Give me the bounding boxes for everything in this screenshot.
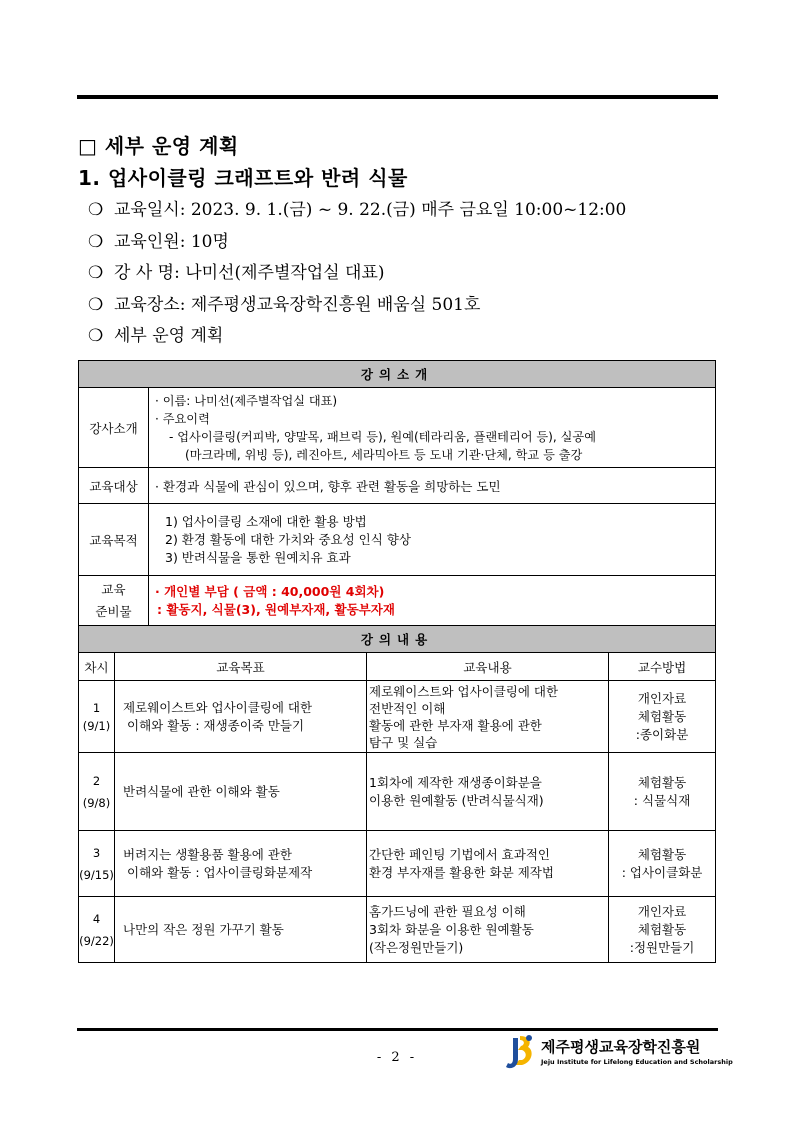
circle-bullet-icon: ❍ xyxy=(88,294,104,315)
session-goal-line: 이해와 활동 : 재생종이죽 만들기 xyxy=(127,717,305,733)
session-goal xyxy=(115,681,367,753)
org-name-en: Jeju Institute for Lifelong Education and Scholarship xyxy=(541,1058,733,1066)
session-content-line: 제로웨이스트와 업사이클링에 대한 xyxy=(369,683,559,699)
session-method xyxy=(609,681,716,753)
goal-item: 1) 업사이클링 소재에 대한 활용 방법 xyxy=(165,513,367,529)
session-content-line: 활동에 관한 부자재 활용에 관한 xyxy=(369,717,542,733)
prep-details xyxy=(149,576,716,626)
bullet-text: 교육일시: 2023. 9. 1.(금) ~ 9. 22.(금) 매주 금요일 10:00~12:00 xyxy=(114,200,627,220)
session-method xyxy=(609,897,716,963)
session-method-line: :종이화분 xyxy=(635,726,689,742)
table-row xyxy=(79,831,716,897)
goals-row xyxy=(79,504,716,576)
session-content-line: 1회차에 제작한 재생종이화분을 xyxy=(369,774,542,790)
column-header-session: 차시 xyxy=(79,653,115,681)
prep-materials: : 활동지, 식물(3), 원예부자재, 활동부자재 xyxy=(157,601,395,617)
session-content xyxy=(367,831,609,897)
instructor-career-label: · 주요이력 xyxy=(155,411,210,426)
org-logo xyxy=(503,1032,733,1072)
column-header-method: 교수방법 xyxy=(609,653,716,681)
instructor-row xyxy=(79,388,716,468)
circle-bullet-icon: ❍ xyxy=(88,263,104,284)
session-method-line: : 업사이클화분 xyxy=(621,864,703,880)
subsection-title: 1. 업사이클링 크래프트와 반려 식물 xyxy=(78,166,408,190)
session-goal-line: 버려지는 생활용품 활용에 관한 xyxy=(123,846,292,862)
session-date: (9/15) xyxy=(79,867,114,882)
bullet-item xyxy=(88,293,626,325)
session-goal xyxy=(115,831,367,897)
prep-cost: · 개인별 부담 ( 금액 : 40,000원 4회차) xyxy=(155,583,385,599)
intro-header-row xyxy=(79,361,716,388)
bullet-item xyxy=(88,198,626,230)
session-content-line: (작은정원만들기) xyxy=(369,939,464,955)
circle-bullet-icon: ❍ xyxy=(88,200,104,220)
session-num: 1 xyxy=(92,700,101,715)
column-header-row xyxy=(79,653,716,681)
column-header-content: 교육내용 xyxy=(367,653,609,681)
page-number: - 2 - xyxy=(376,1050,418,1065)
session-number xyxy=(79,831,115,897)
session-number xyxy=(79,681,115,753)
session-method xyxy=(609,753,716,831)
instructor-career-line: - 업사이클링(커피박, 양말목, 패브릭 등), 원예(테라리움, 플랜테리어 등), 실공예 xyxy=(169,429,596,444)
table-row xyxy=(79,753,716,831)
header-rule xyxy=(77,95,718,99)
org-name: 제주평생교육장학진흥원 xyxy=(541,1038,701,1056)
instructor-details xyxy=(149,388,716,468)
prep-row xyxy=(79,576,716,626)
circle-bullet-icon: ❍ xyxy=(88,326,104,347)
bullet-text: 강 사 명: 나미선(제주별작업실 대표) xyxy=(114,263,385,284)
session-num: 2 xyxy=(92,773,101,788)
session-content-line: 이용한 원예활동 (반려식물식재) xyxy=(369,792,544,808)
session-goal-line: 반려식물에 관한 이해와 활동 xyxy=(123,783,280,799)
bullet-item xyxy=(88,261,626,293)
session-content-line: 간단한 페인팅 기법에서 효과적인 xyxy=(369,846,550,862)
session-content xyxy=(367,753,609,831)
bullet-item xyxy=(88,230,626,262)
session-content-line: 홈가드닝에 관한 필요성 이해 xyxy=(369,903,526,919)
session-goal-line: 이해와 활동 : 업사이클링화분제작 xyxy=(127,864,313,880)
org-emblem-icon xyxy=(503,1032,537,1072)
target-row xyxy=(79,468,716,504)
instructor-label: 강사소개 xyxy=(79,388,149,468)
session-content xyxy=(367,681,609,753)
target-label: 교육대상 xyxy=(79,468,149,504)
session-method-line: 체험활동 xyxy=(637,921,687,937)
session-method xyxy=(609,831,716,897)
session-date: (9/8) xyxy=(82,795,111,810)
table-row xyxy=(79,681,716,753)
course-plan-table xyxy=(78,360,716,963)
prep-label xyxy=(79,576,149,626)
session-num: 3 xyxy=(92,845,101,860)
session-goal-line: 나만의 작은 정원 가꾸기 활동 xyxy=(123,921,284,937)
session-method-line: 체험활동 xyxy=(637,708,687,724)
prep-label-line: 교육 xyxy=(101,581,126,597)
session-number xyxy=(79,897,115,963)
session-method-line: 체험활동 xyxy=(637,774,687,790)
info-bullet-list xyxy=(88,198,626,356)
bullet-text: 교육인원: 10명 xyxy=(114,231,229,252)
goals-label: 교육목적 xyxy=(79,504,149,576)
session-num: 4 xyxy=(92,911,101,926)
bullet-text: 교육장소: 제주평생교육장학진흥원 배움실 501호 xyxy=(114,294,481,315)
section-title: □ 세부 운영 계획 xyxy=(78,134,239,158)
goals-list xyxy=(149,504,716,576)
instructor-name: · 이름: 나미선(제주별작업실 대표) xyxy=(155,393,338,408)
session-number xyxy=(79,753,115,831)
prep-label-line: 준비물 xyxy=(95,603,132,619)
session-method-line: :정원만들기 xyxy=(629,939,695,955)
session-content-line: 탐구 및 실습 xyxy=(369,734,438,750)
session-content-line: 전반적인 이해 xyxy=(369,700,446,716)
session-method-line: : 식물식재 xyxy=(633,792,691,808)
bullet-item xyxy=(88,324,626,356)
session-goal-line: 제로웨이스트와 업사이클링에 대한 xyxy=(123,699,313,715)
session-content-line: 환경 부자재를 활용한 화분 제작법 xyxy=(369,864,554,880)
bullet-text: 세부 운영 계획 xyxy=(114,326,224,347)
goal-item: 3) 반려식물을 통한 원예치유 효과 xyxy=(165,549,351,565)
goal-item: 2) 환경 활동에 대한 가치와 중요성 인식 향상 xyxy=(165,531,411,547)
session-goal xyxy=(115,753,367,831)
session-goal xyxy=(115,897,367,963)
content-header: 강의내용 xyxy=(79,626,716,653)
column-header-goal: 교육목표 xyxy=(115,653,367,681)
intro-header: 강의소개 xyxy=(79,361,716,388)
instructor-career-line: (마크라메, 위빙 등), 레진아트, 세라믹아트 등 도내 기관·단체, 학교 등 출강 xyxy=(185,447,583,462)
session-content-line: 3회차 화분을 이용한 원예활동 xyxy=(369,921,534,937)
footer-rule xyxy=(77,1028,718,1031)
session-method-line: 개인자료 xyxy=(637,903,687,919)
session-method-line: 체험활동 xyxy=(637,846,687,862)
table-row xyxy=(79,897,716,963)
session-content xyxy=(367,897,609,963)
target-text: · 환경과 식물에 관심이 있으며, 향후 관련 활동을 희망하는 도민 xyxy=(149,468,716,504)
session-date: (9/1) xyxy=(82,718,111,733)
session-date: (9/22) xyxy=(79,933,114,948)
content-header-row xyxy=(79,626,716,653)
circle-bullet-icon: ❍ xyxy=(88,231,104,252)
session-method-line: 개인자료 xyxy=(637,690,687,706)
